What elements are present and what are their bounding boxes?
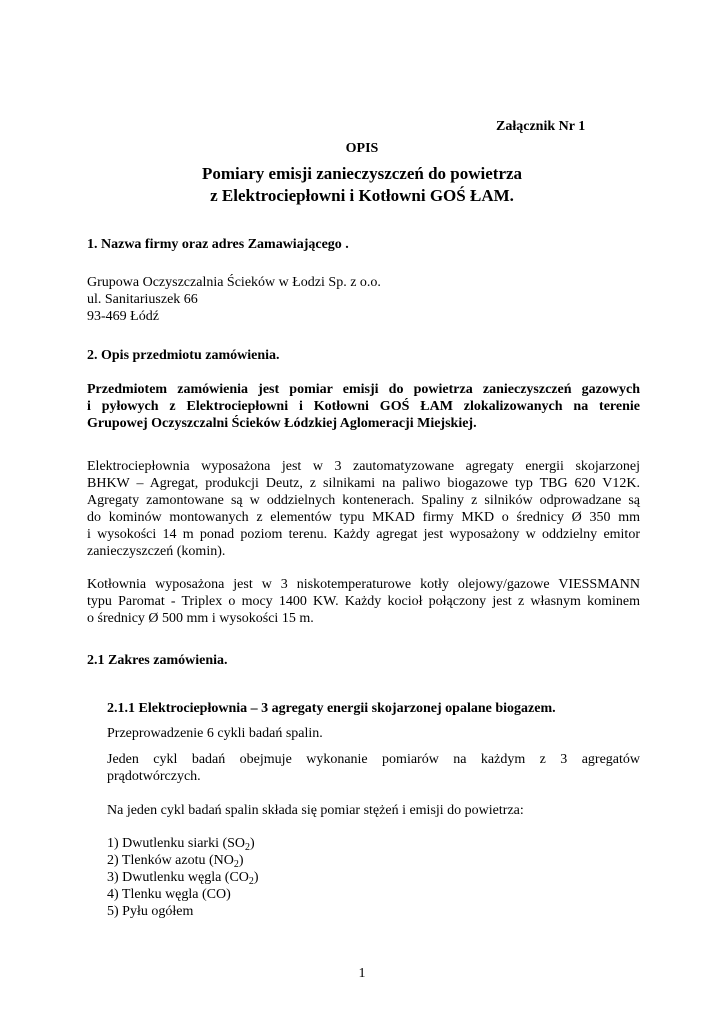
para1-line: BHKW – Agregat, produkcji Deutz, z silnikami na paliwo biogazowe typ TBG 620 V12K.	[87, 476, 640, 491]
list-item: 2) Tlenków azotu $(NO_2)$	[107, 853, 244, 870]
para1-line: do kominów montowanych z elementów typu MKAD firmy MKD o średnicy Ø 350 mm	[87, 510, 640, 525]
cycle-desc-line: prądotwórczych.	[107, 769, 201, 784]
section21-heading: 2.1 Zakres zamówienia.	[87, 653, 228, 668]
scope-bold-line: Przedmiotem zamówienia jest pomiar emisji do powietrza zanieczyszczeń gazowych	[87, 382, 640, 397]
scope-bold-line: Grupowej Oczyszczalni Ścieków Łódzkiej Aglomeracji Miejskiej.	[87, 416, 477, 431]
para1-line: zanieczyszczeń (komin).	[87, 544, 226, 559]
list-item: 4) Tlenku węgla (CO)	[107, 887, 231, 902]
para1-line: Agregaty zamontowane są w oddzielnych kontenerach. Spaliny z silników odprowadzane są	[87, 493, 640, 508]
para1-line: i wysokości 14 m ponad poziom terenu. Każdy agregat jest wyposażony w oddzielny emitor	[87, 527, 640, 542]
para1-line: Elektrociepłownia wyposażona jest w 3 zautomatyzowane agregaty energii skojarzonej	[87, 459, 640, 474]
address-line: 93-469 Łódź	[87, 309, 159, 324]
address-line: Grupowa Oczyszczalnia Ścieków w Łodzi Sp. z o.o.	[87, 275, 381, 290]
page-number: 1	[358, 966, 366, 981]
page-title-line1: Pomiary emisji zanieczyszczeń do powietrza	[201, 164, 523, 183]
list-item: 1) Dwutlenku siarki $(SO_2)$	[107, 836, 255, 853]
cycle-desc-line: Jeden cykl badań obejmuje wykonanie pomiarów na każdym z 3 agregatów	[107, 752, 640, 767]
section211-heading: 2.1.1 Elektrociepłownia – 3 agregaty energii skojarzonej opalane biogazem.	[107, 701, 556, 716]
list-item: 5) Pyłu ogółem	[107, 904, 194, 919]
cycles-text: Przeprowadzenie 6 cykli badań spalin.	[107, 726, 323, 741]
scope-bold-line: i pyłowych z Elektrociepłowni i Kotłowni GOŚ ŁAM zlokalizowanych na terenie	[87, 399, 640, 414]
page-title-line2: z Elektrociepłowni i Kotłowni GOŚ ŁAM.	[210, 186, 514, 205]
opis-label: OPIS	[345, 141, 379, 156]
address-line: ul. Sanitariuszek 66	[87, 292, 198, 307]
cycle-intro: Na jeden cykl badań spalin składa się pomiar stężeń i emisji do powietrza:	[107, 803, 524, 818]
section1-heading: 1. Nazwa firmy oraz adres Zamawiającego .	[87, 237, 349, 252]
para2-line: Kotłownia wyposażona jest w 3 niskotemperaturowe kotły olejowy/gazowe VIESSMANN	[87, 577, 640, 592]
annex-label: Załącznik Nr 1	[496, 119, 586, 134]
para2-line: o średnicy Ø 500 mm i wysokości 15 m.	[87, 611, 314, 626]
para2-line: typu Paromat - Triplex o mocy 1400 KW. Każdy kocioł połączony jest z własnym kominem	[87, 594, 640, 609]
section2-heading: 2. Opis przedmiotu zamówienia.	[87, 348, 280, 363]
list-item: 3) Dwutlenku węgla $(CO_2)$	[107, 870, 259, 887]
